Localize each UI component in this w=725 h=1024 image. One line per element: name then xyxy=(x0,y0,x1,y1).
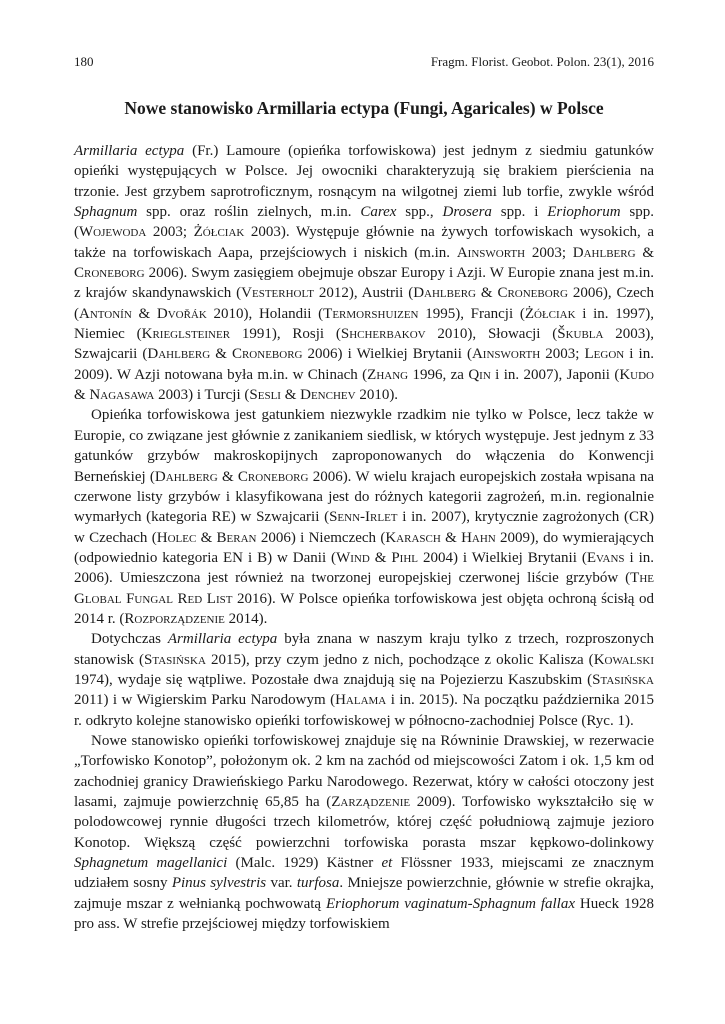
author-citation: Wojewoda xyxy=(79,224,147,241)
author-citation: Dahlberg & Croneborg xyxy=(154,468,309,485)
article-title: Nowe stanowisko Armillaria ectypa (Fungi, Agaricales) w Polsce xyxy=(124,98,604,118)
author-citation: Zarządzenie xyxy=(331,794,411,810)
author-citation: Zhang xyxy=(367,366,409,383)
text-run: 1991), Rosji ( xyxy=(230,326,341,343)
text-run: 2006) i Niemczech ( xyxy=(256,529,386,546)
paragraph-2 xyxy=(74,405,654,629)
author-citation: Kudo & Nagasawa xyxy=(74,366,654,404)
text-run: 2003). Występuje głównie na żywych torfowiskach wysokich, a także na torfowiskach Aapa, przejściowych i niskich (m.in. xyxy=(74,224,654,261)
author-citation: Dahlberg & Croneborg xyxy=(413,285,568,302)
variety-name: turfosa xyxy=(296,875,340,892)
text-run: 2012), Austrii ( xyxy=(313,285,414,302)
text-run: spp., xyxy=(396,204,443,221)
text-run: była znana w naszym kraju tylko z trzech, rozproszonych stanowisk ( xyxy=(74,631,655,668)
author-citation: Evans xyxy=(586,549,625,566)
author-citation: Kowalski xyxy=(593,651,655,668)
text-run: 2009). Torfowisko wykształciło się w polodowcowej rynnie długości trzech kilometrów, której część południową zajmuje jezioro Konotop. Większą część powierzchni torfowiska porasta mszar kępkowo-dolinkowy xyxy=(74,794,654,851)
author-citation: Stasińska xyxy=(144,651,206,668)
author-citation: Halama xyxy=(335,692,387,709)
author-citation: Dahlberg & Croneborg xyxy=(74,244,654,282)
text-run: 1995), Francji ( xyxy=(418,305,525,322)
text-run: spp. oraz roślin zielnych, m.in. xyxy=(137,204,361,221)
syntaxon-name: Sphagnetum magellanici xyxy=(74,855,228,872)
author-citation: Legon xyxy=(584,346,625,363)
text-run: 2006), Czech ( xyxy=(74,285,654,322)
author-citation: Karasch & Hahn xyxy=(385,529,496,546)
author-citation: Stasińska xyxy=(592,671,654,688)
paragraph-4 xyxy=(74,731,654,934)
text-run: 2003; xyxy=(540,346,585,363)
text-run: . Mniejsze powierzchnie, głównie w strefie okrajka, zajmuje mszar z wełnianką pochwowatą xyxy=(74,875,654,912)
text-run: i in. 2015). Na początku października 2015 r. odkryto kolejne stanowisko opieńki torfowiskowej w północno-zachodniej Polsce (Ryc. 1). xyxy=(74,692,654,729)
text-run: Opieńka torfowiskowa jest gatunkiem niezwykle rzadkim nie tylko w Polsce, lecz także w Europie, co związane jest głównie z zanikaniem siedlisk, w których występuje. Jest jednym z 33 gatunków grzybów makroskopijnych zaproponowanych do włączenia do Konwencji Berneńskiej ( xyxy=(74,407,654,485)
text-run: 2009), do wymierających (odpowiednio kategoria EN i B) w Danii ( xyxy=(74,529,654,566)
text-run: var. xyxy=(266,875,297,892)
species-name: Pinus sylvestris xyxy=(171,875,267,892)
author-citation: Wind & Pihl xyxy=(336,549,418,566)
text-run: Nowe stanowisko opieńki torfowiskowej znajduje się na Równinie Drawskiej, w rezerwacie „Torfowisko Konotop”, położonym ok. 2 km na zachód od miejscowości Zatom i ok. 1,5 km od zachodniej granicy Drawieńskiego Parku Narodowego. Rezerwat, który w całości otoczony jest lasami, zajmuje powierzchnię 65,85 ha ( xyxy=(74,732,654,810)
text-run: 2004) i Wielkiej Brytanii ( xyxy=(418,549,587,566)
author-citation: Rozporządzenie xyxy=(124,610,225,627)
text-run: 2006). Swym zasięgiem obejmuje obszar Europy i Azji. W Europie znana jest m.in. z krajów skandynawskich ( xyxy=(74,265,654,302)
page-number: 180 xyxy=(74,54,94,69)
genus-name: Drosera xyxy=(442,204,492,221)
genus-name: Eriophorum xyxy=(547,204,621,221)
text-run: spp. i xyxy=(491,204,548,221)
author-citation: Holec & Beran xyxy=(156,529,257,546)
text-run: 2006). W wielu krajach europejskich została wpisana na czerwone listy grzybów i klasyfikowana jest do różnych kategorii zagrożeń, m.in. regionalnie wymarłych (kategoria RE) w Szwajcarii ( xyxy=(74,468,654,526)
text-run: 2015), przy czym jedno z nich, pochodzące z okolic Kalisza ( xyxy=(205,651,594,668)
author-citation: Krieglsteiner xyxy=(141,326,231,343)
text-run: Dotychczas xyxy=(91,631,168,648)
text-run: i in. 2009). W Azji notowana była m.in. w Chinach ( xyxy=(74,346,654,383)
text-run: i in. 2007), Japonii ( xyxy=(490,366,620,383)
author-citation: Żółciak xyxy=(524,305,576,322)
species-name: Armillaria ectypa xyxy=(167,631,278,648)
author-citation: Shcherbakov xyxy=(340,326,426,343)
article-body xyxy=(74,141,654,934)
text-run: 2016). W Polsce opieńka torfowiskowa jest objęta ochroną ścisłą od 2014 r. ( xyxy=(74,590,654,627)
author-citation: The Global Fungal Red List xyxy=(74,570,654,607)
text-run: 2003) i Turcji ( xyxy=(154,387,250,404)
italic-word: et xyxy=(381,855,393,872)
author-citation: Ainsworth xyxy=(456,244,526,261)
text-run: 1974), wydaje się wątpliwe. Pozostałe dwa znajdują się na Pojezierzu Kaszubskim ( xyxy=(74,671,593,688)
author-citation: Qin xyxy=(468,366,491,383)
text-run: 2010). xyxy=(355,387,399,404)
text-run: spp. ( xyxy=(74,204,654,241)
text-run: 2003; xyxy=(525,244,573,261)
author-citation: Škubla xyxy=(557,326,604,343)
text-run: 2006) i Wielkiej Brytanii ( xyxy=(302,346,472,363)
author-citation: Żółciak xyxy=(193,224,245,241)
text-run: (Malc. 1929) Kästner xyxy=(227,855,382,872)
text-run: 2003; xyxy=(146,224,194,241)
text-run: i in. 2007), krytycznie zagrożonych (CR) w Czechach ( xyxy=(74,509,655,546)
paragraph-1 xyxy=(74,141,654,405)
author-citation: Vesterholt xyxy=(241,285,314,302)
syntaxon-name: Eriophorum vaginatum-Sphagnum fallax xyxy=(326,895,575,912)
text-run: Flössner 1933, miejscami ze znacznym udziałem sosny xyxy=(74,855,654,892)
text-run: i in. 1997), Niemiec ( xyxy=(74,305,654,343)
author-citation: Antonín & Dvořák xyxy=(79,305,207,322)
journal-citation: Fragm. Florist. Geobot. Polon. 23(1), 2016 xyxy=(430,54,654,69)
genus-name: Sphagnum xyxy=(74,204,138,221)
text-run: 2003), Szwajcarii ( xyxy=(74,326,655,363)
text-run: Hueck 1928 pro ass. W strefie przejściowej między torfowiskiem xyxy=(74,895,654,933)
species-name: Armillaria ectypa xyxy=(74,143,185,159)
genus-name: Carex xyxy=(360,204,397,221)
author-citation: Termorshuizen xyxy=(323,305,419,322)
text-run: 2011) i w Wigierskim Parku Narodowym ( xyxy=(74,692,336,709)
author-citation: Sesli & Denchev xyxy=(249,387,356,404)
author-citation: Senn-Irlet xyxy=(329,509,398,526)
text-run: 2010), Holandii ( xyxy=(206,305,324,322)
text-run: (Fr.) Lamoure (opieńka torfowiskowa) jest jednym z siedmiu gatunków opieńki występujących w Polsce. Jej owocniki charakteryzują się brakiem pierścienia na trzonie. Jest grzybem saprotroficznym, rosnącym na wilgotnej ziemi lub torfie, zwykle wśród xyxy=(74,143,654,200)
author-citation: Dahlberg & Croneborg xyxy=(147,346,303,363)
paragraph-3 xyxy=(74,629,654,731)
text-run: 1996, za xyxy=(408,366,469,383)
text-run: 2014). xyxy=(224,610,268,627)
text-run: i in. 2006). Umieszczona jest również na tworzonej europejskiej czerwonej liście grzybów ( xyxy=(74,549,654,587)
text-run: 2010), Słowacji ( xyxy=(425,326,558,343)
author-citation: Ainsworth xyxy=(471,346,541,363)
